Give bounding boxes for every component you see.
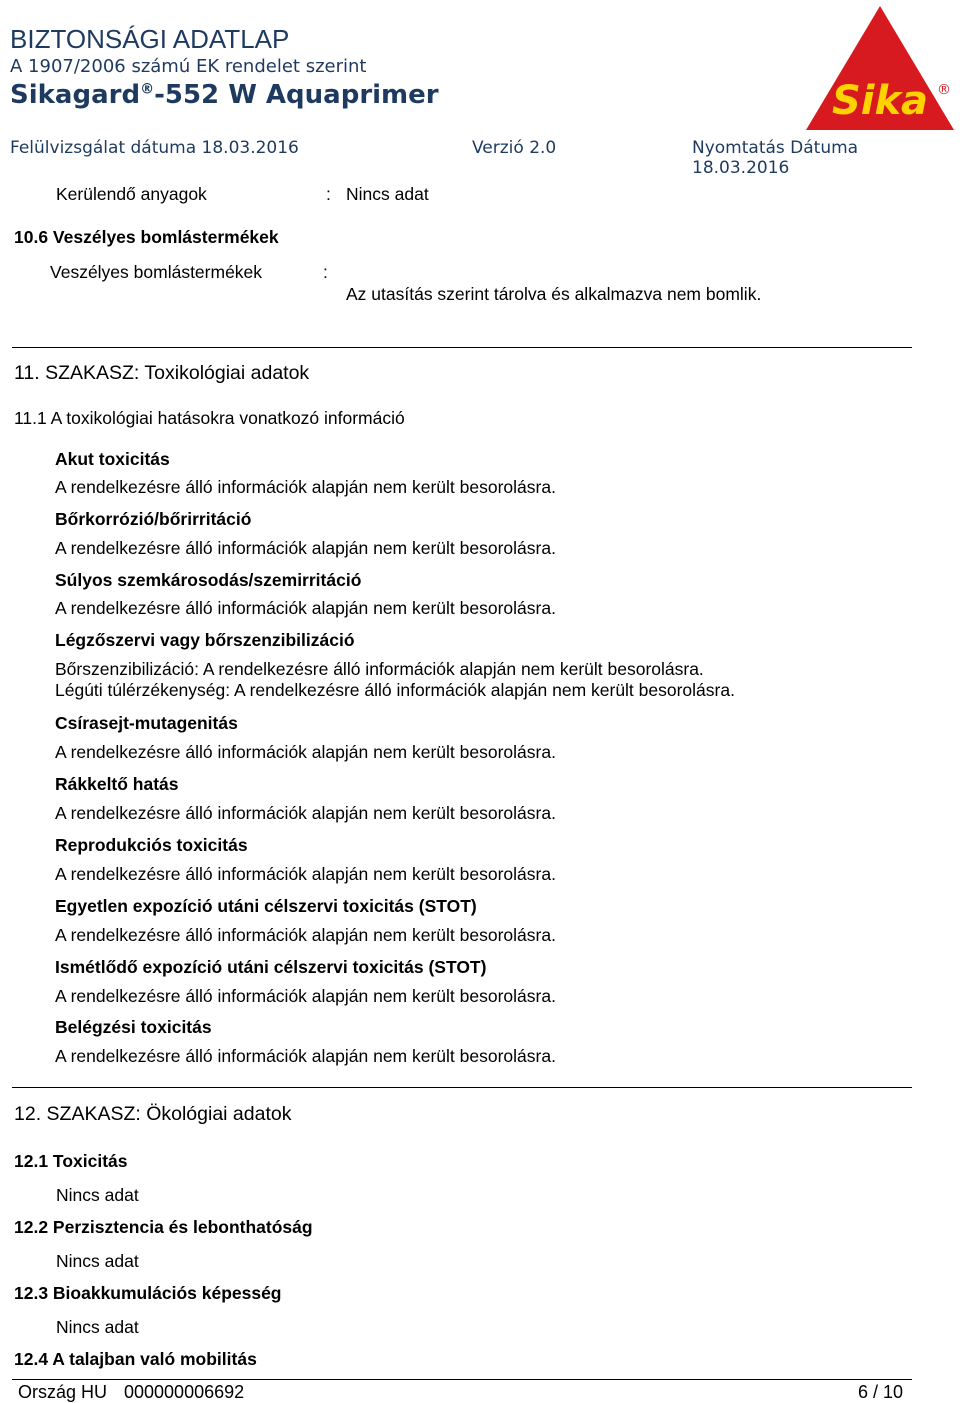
eye-damage-text: A rendelkezésre álló információk alapján nem került besorolásra. [55,598,556,618]
acute-toxicity-text: A rendelkezésre álló információk alapján nem került besorolásra. [55,477,556,497]
stot-repeated-text: A rendelkezésre álló információk alapján nem került besorolásra. [55,986,556,1006]
section-11-1-heading: 11.1 A toxikológiai hatásokra vonatkozó információ [14,408,405,428]
section-11-heading: 11. SZAKASZ: Toxikológiai adatok [14,362,310,384]
footer-country: Ország HU [18,1382,108,1402]
product-name [10,80,439,110]
document-header [0,0,960,178]
carcinogenicity-heading: Rákkeltő hatás [55,774,179,794]
stot-single-text: A rendelkezésre álló információk alapján nem került besorolásra. [55,925,556,945]
logo-wordmark: Sika [831,78,929,124]
section-12-1-value: Nincs adat [56,1185,139,1205]
version-label: Verzió 2.0 [472,138,557,158]
skin-corrosion-heading: Bőrkorrózió/bőrirritáció [55,509,252,529]
avoid-colon: : [326,184,331,204]
avoid-value: Nincs adat [346,184,429,204]
section-12-4-heading: 12.4 A talajban való mobilitás [14,1349,257,1369]
avoid-label: Kerülendő anyagok [56,184,207,204]
carcinogenicity-text: A rendelkezésre álló információk alapján nem került besorolásra. [55,803,556,823]
aspiration-text: A rendelkezésre álló információk alapján nem került besorolásra. [55,1046,556,1066]
section-12-heading: 12. SZAKASZ: Ökológiai adatok [14,1103,292,1125]
acute-toxicity-heading: Akut toxicitás [55,449,170,469]
section-12-2-heading: 12.2 Perzisztencia és lebonthatóság [14,1217,313,1237]
skin-corrosion-text: A rendelkezésre álló információk alapján nem került besorolásra. [55,538,556,558]
stot-single-heading: Egyetlen expozíció utáni célszervi toxicitás (STOT) [55,896,477,916]
germ-cell-heading: Csírasejt-mutagenitás [55,713,238,733]
reproductive-toxicity-heading: Reprodukciós toxicitás [55,835,248,855]
hazardous-products-label: Veszélyes bomlástermékek [50,262,263,282]
document-title: BIZTONSÁGI ADATLAP [10,24,290,54]
sensitisation-heading: Légzőszervi vagy bőrszenzibilizáció [55,630,355,650]
product-registered-mark: ® [140,81,155,98]
footer-divider [12,1379,912,1380]
skin-sensitisation-text: Bőrszenzibilizáció: A rendelkezésre álló információk alapján nem került besorolásra. [55,659,704,679]
section-10-6-heading: 10.6 Veszélyes bomlástermékek [14,227,279,247]
stot-repeated-heading: Ismétlődő expozíció utáni célszervi toxicitás (STOT) [55,957,487,977]
aspiration-heading: Belégzési toxicitás [55,1017,212,1037]
logo-registered-mark: ® [937,82,951,98]
section-12-1-heading: 12.1 Toxicitás [14,1151,128,1171]
product-name-suffix: -552 W Aquaprimer [154,80,439,110]
respiratory-sensitisation-text: Légúti túlérzékenység: A rendelkezésre álló információk alapján nem került besorolásra. [55,680,735,700]
regulation-line: A 1907/2006 számú EK rendelet szerint [10,56,367,77]
section-12-3-heading: 12.3 Bioakkumulációs képesség [14,1283,282,1303]
section-divider [12,1087,912,1088]
section-12-2-value: Nincs adat [56,1251,139,1271]
review-date: Felülvizsgálat dátuma 18.03.2016 [10,138,299,158]
footer-doc-number: 000000006692 [124,1382,245,1402]
germ-cell-text: A rendelkezésre álló információk alapján nem került besorolásra. [55,742,556,762]
section-divider [12,347,912,348]
hazardous-products-colon: : [323,262,328,282]
print-date: Nyomtatás Dátuma 18.03.2016 [692,138,859,178]
sika-logo [800,2,960,134]
eye-damage-heading: Súlyos szemkárosodás/szemirritáció [55,570,362,590]
product-name-base: Sikagard [10,80,141,110]
reproductive-toxicity-text: A rendelkezésre álló információk alapján nem került besorolásra. [55,864,556,884]
hazardous-products-value: Az utasítás szerint tárolva és alkalmazva nem bomlik. [346,284,762,304]
footer-page-number: 6 / 10 [858,1382,904,1402]
section-12-3-value: Nincs adat [56,1317,139,1337]
